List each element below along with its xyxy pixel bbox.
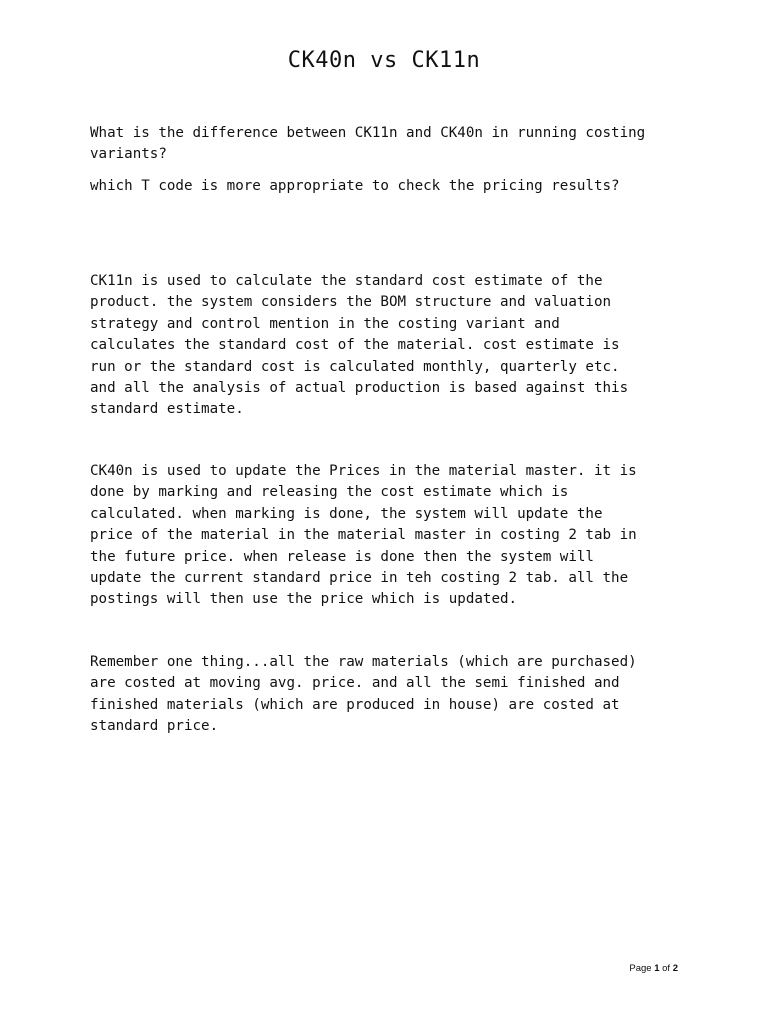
- question-2: which T code is more appropriate to check the pricing results?: [90, 178, 620, 194]
- paragraph-remember: Remember one thing...all the raw materials (which are purchased) are costed at moving avg. price. and all the semi finished and finished materials (which are produced in house) are costed at standard price.: [90, 654, 637, 735]
- current-page-number: 1: [654, 963, 660, 974]
- page-number-footer: [629, 962, 678, 976]
- of-label: of: [662, 963, 671, 974]
- paragraph-ck40n: CK40n is used to update the Prices in the material master. it is done by marking and releasing the cost estimate which is calculated. when marking is done, the system will update the price of the material in the material master in costing 2 tab in the future price. when release is done then the system will update the current standard price in teh costing 2 tab. all the postings will then use the price which is updated.: [90, 463, 637, 608]
- paragraph-ck11n: CK11n is used to calculate the standard cost estimate of the product. the system considers the BOM structure and valuation strategy and control mention in the costing variant and calculates the standard cost of the material. cost estimate is run or the standard cost is calculated monthly, quarterly etc. and all the analysis of actual production is based against this standard estimate.: [90, 273, 629, 418]
- page-title: CK40n vs CK11n: [287, 48, 481, 73]
- total-pages-number: 2: [672, 963, 678, 974]
- page-label: Page: [629, 963, 652, 974]
- question-1: What is the difference between CK11n and CK40n in running costing variants?: [90, 125, 646, 163]
